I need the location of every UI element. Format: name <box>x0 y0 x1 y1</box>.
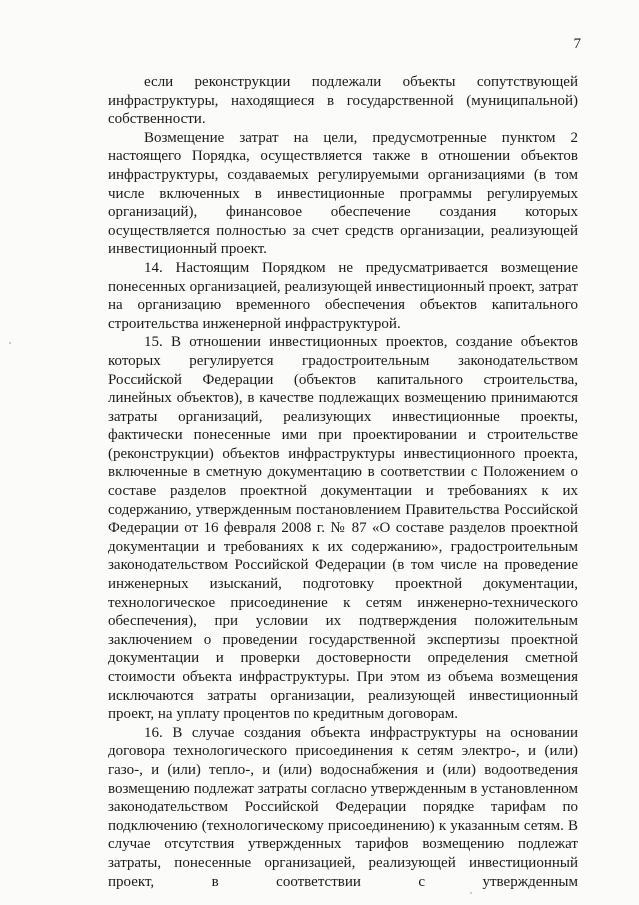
paragraph-15: 15. В отношении инвестиционных проектов, создание объектов которых регулируется градостроительным законодательством Российской Федерации (объектов капитального строительства, линейных объектов), в качестве подлежащих возмещению принимаются затраты организаций, реализующих инвестиционные проекты, фактически понесенные ими при проектировании и строительстве (реконструкции) объектов инфраструктуры инвестиционного проекта, включенные в сметную документацию в соответствии с Положением о составе разделов проектной документации и требованиях к их содержанию, утвержденным постановлением Правительства Российской Федерации от 16 февраля 2008 г. № 87 «О составе разделов проектной документации и требованиях к их содержанию», градостроительным законодательством Российской Федерации (в том числе на проведение инженерных изысканий, подготовку проектной документации, технологическое присоединение к сетям инженерно-технического обеспечения), при условии их подтверждения положительным заключением о проведении государственной экспертизы проектной документации и проверки достоверности определения сметной стоимости объекта инфраструктуры. При этом из объема возмещения исключаются затраты организации, реализующей инвестиционный проект, на уплату процентов по кредитным договорам. <box>108 334 578 723</box>
scan-speck <box>470 892 472 894</box>
paragraph-reimbursement: Возмещение затрат на цели, предусмотренные пунктом 2 настоящего Порядка, осуществляется также в отношении объектов инфраструктуры, создаваемых регулируемыми организациями (в том числе включенных в инвестиционные программы регулируемых организаций), финансовое обеспечение создания которых осуществляется полностью за счет средств организации, реализующей инвестиционный проект. <box>108 129 578 258</box>
paragraph-14: 14. Настоящим Порядком не предусматривается возмещение понесенных организацией, реализующей инвестиционный проект, затрат на организацию временного обеспечения объектов капитального строительства инженерной инфраструктурой. <box>108 259 578 332</box>
page-number: 7 <box>573 36 581 52</box>
paragraph-continuation: если реконструкции подлежали объекты сопутствующей инфраструктуры, находящиеся в государственной (муниципальной) собственности. <box>108 74 578 128</box>
scan-speck <box>9 342 11 344</box>
paragraph-16: 16. В случае создания объекта инфраструктуры на основании договора технологического присоединения к сетям электро-, и (или) газо-, и (или) тепло-, и (или) водоснабжения и (или) водоотведения возмещению подлежат затраты согласно утвержденным в установленном законодательством Российской Федерации порядке тарифам по подключению (технологическому присоединению) к указанным сетям. В случае отсутствия утвержденных тарифов возмещению подлежат затраты, понесенные организацией, реализующей инвестиционный проект, в соответствии с утвержденным <box>108 724 578 890</box>
document-body <box>108 73 578 891</box>
